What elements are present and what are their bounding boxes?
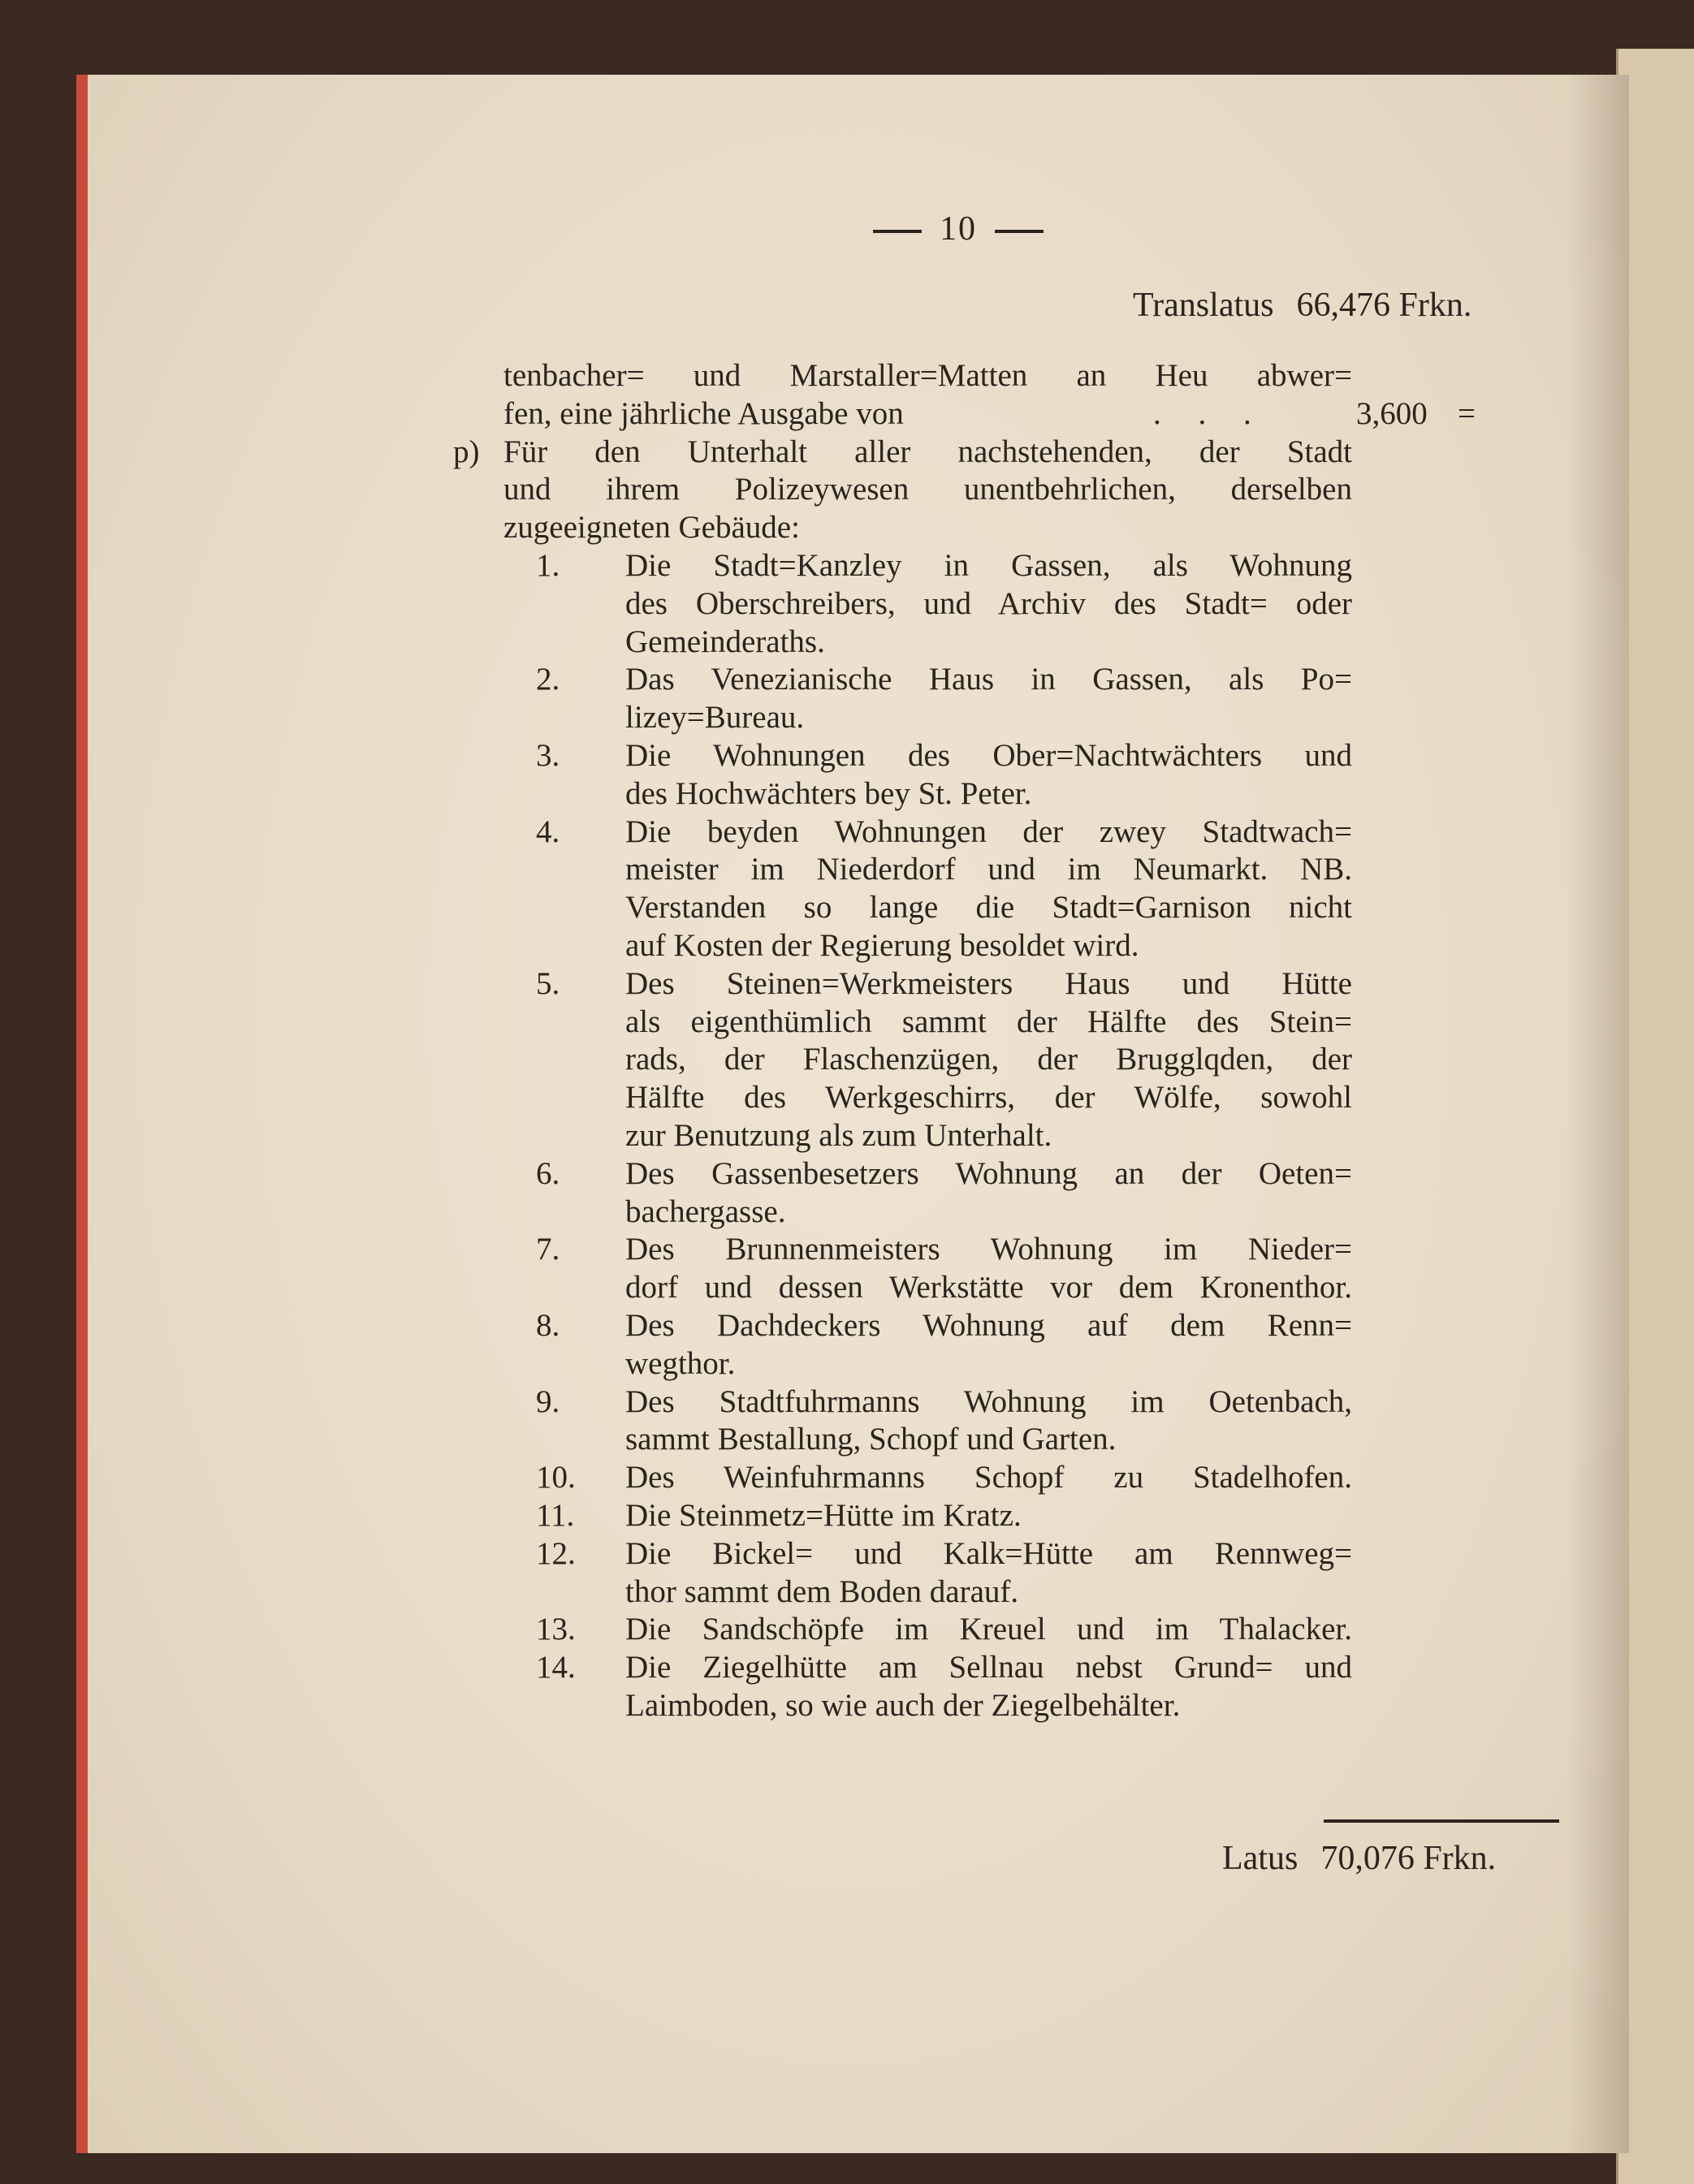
item-number: 4. bbox=[536, 814, 560, 849]
list-item-line bbox=[503, 1231, 1352, 1269]
line-text: Die Stadt=Kanzley in Gassen, als Wohnung bbox=[625, 547, 1352, 583]
translatus-amount: 66,476 Frkn. bbox=[1296, 287, 1472, 324]
list-item-line bbox=[503, 1535, 1352, 1573]
item-number: 14. bbox=[536, 1650, 576, 1685]
line-text: Die Bickel= und Kalk=Hütte am Rennweg= bbox=[625, 1535, 1352, 1571]
line-text: des Oberschreibers, und Archiv des Stadt= oder bbox=[625, 585, 1352, 621]
item-number: 10. bbox=[536, 1460, 576, 1496]
list-item-line bbox=[503, 1649, 1352, 1687]
line-text: thor sammt dem Boden darauf. bbox=[625, 1573, 1019, 1609]
line-text: als eigenthümlich sammt der Hälfte des Stein= bbox=[625, 1004, 1352, 1039]
line-text: Laimboden, so wie auch der Ziegelbehälter. bbox=[625, 1687, 1181, 1723]
text-line bbox=[503, 699, 1352, 737]
line-text: Des Weinfuhrmanns Schopf zu Stadelhofen. bbox=[625, 1460, 1352, 1496]
page-gutter-shadow bbox=[1567, 75, 1629, 2153]
text-line bbox=[503, 395, 1476, 434]
line-text: des Hochwächters bey St. Peter. bbox=[625, 775, 1032, 811]
body-text bbox=[453, 357, 1476, 1725]
line-text: Des Brunnenmeisters Wohnung im Nieder= bbox=[625, 1232, 1352, 1267]
line-text: und ihrem Polizeywesen unentbehrlichen, derselben bbox=[503, 472, 1352, 507]
list-item-line bbox=[503, 965, 1352, 1004]
line-text: zur Benutzung als zum Unterhalt. bbox=[625, 1117, 1052, 1153]
line-text: meister im Niederdorf und im Neumarkt. NB. bbox=[625, 852, 1352, 887]
item-number: 3. bbox=[536, 737, 560, 773]
line-text: tenbacher= und Marstaller=Matten an Heu abwer= bbox=[503, 358, 1352, 393]
line-text: Die Steinmetz=Hütte im Kratz. bbox=[625, 1497, 1022, 1533]
text-line bbox=[503, 1345, 1352, 1383]
item-number: 9. bbox=[536, 1383, 560, 1419]
list-item-line bbox=[503, 661, 1352, 699]
red-page-edge bbox=[76, 75, 88, 2153]
line-text: Für den Unterhalt aller nachstehenden, der Stadt bbox=[503, 434, 1352, 469]
list-item-line bbox=[503, 547, 1352, 585]
line-text: rads, der Flaschenzügen, der Brugglqden, der bbox=[625, 1042, 1352, 1077]
carried-forward bbox=[1133, 286, 1471, 325]
line-text: dorf und dessen Werkstätte vor dem Kronenthor. bbox=[625, 1270, 1352, 1306]
text-line bbox=[503, 775, 1352, 814]
text-line bbox=[503, 509, 1352, 547]
text-line bbox=[503, 1079, 1352, 1117]
text-line bbox=[503, 471, 1352, 509]
section-label: p) bbox=[453, 434, 480, 469]
line-text: Das Venezianische Haus in Gassen, als Po= bbox=[625, 662, 1352, 697]
item-number: 2. bbox=[536, 662, 560, 697]
page-subtotal bbox=[1222, 1839, 1496, 1878]
translatus-label: Translatus bbox=[1133, 287, 1274, 324]
line-text: Des Gassenbesetzers Wohnung an der Oeten= bbox=[625, 1155, 1352, 1191]
item-number: 8. bbox=[536, 1307, 560, 1343]
line-text: fen, eine jährliche Ausgabe von bbox=[503, 395, 904, 431]
list-item-line bbox=[503, 1383, 1352, 1422]
item-number: 7. bbox=[536, 1232, 560, 1267]
item-number: 12. bbox=[536, 1535, 576, 1571]
ditto-mark: = bbox=[1458, 395, 1476, 431]
item-number: 13. bbox=[536, 1612, 576, 1647]
text-line bbox=[503, 1004, 1352, 1042]
list-item-line bbox=[503, 814, 1352, 852]
line-text: Die Sandschöpfe im Kreuel und im Thalacker. bbox=[625, 1612, 1352, 1647]
text-line bbox=[503, 1573, 1352, 1612]
item-number: 1. bbox=[536, 547, 560, 583]
line-text: Die beyden Wohnungen der zwey Stadtwach= bbox=[625, 814, 1352, 849]
text-line bbox=[503, 1041, 1352, 1079]
list-item-line bbox=[503, 1497, 1352, 1535]
latus-amount: 70,076 Frkn. bbox=[1320, 1840, 1497, 1877]
item-number: 11. bbox=[536, 1497, 575, 1533]
text-line bbox=[503, 357, 1352, 395]
list-item-line bbox=[503, 1459, 1352, 1497]
list-item-line bbox=[503, 1155, 1352, 1193]
line-text: zugeeigneten Gebäude: bbox=[503, 510, 800, 546]
list-item-line bbox=[503, 1307, 1352, 1345]
text-line bbox=[503, 1269, 1352, 1307]
line-text: Hälfte des Werkgeschirrs, der Wölfe, sowohl bbox=[625, 1080, 1352, 1116]
line-text: Die Ziegelhütte am Sellnau nebst Grund= und bbox=[625, 1650, 1352, 1685]
line-text: bachergasse. bbox=[625, 1193, 786, 1229]
line-text: wegthor. bbox=[625, 1345, 736, 1381]
text-line bbox=[503, 1193, 1352, 1232]
line-text: Des Steinen=Werkmeisters Haus und Hütte bbox=[625, 965, 1352, 1001]
list-item-line bbox=[503, 737, 1352, 775]
text-line bbox=[503, 889, 1352, 927]
dot-leaders: . . . bbox=[1153, 395, 1266, 431]
page-number: 10 bbox=[836, 209, 1080, 248]
sum-rule bbox=[1324, 1819, 1559, 1823]
line-text: Des Stadtfuhrmanns Wohnung im Oetenbach, bbox=[625, 1383, 1352, 1419]
text-line bbox=[503, 1117, 1352, 1155]
item-number: 6. bbox=[536, 1155, 560, 1191]
list-item-line bbox=[503, 1611, 1352, 1649]
item-number: 5. bbox=[536, 965, 560, 1001]
line-text: Die Wohnungen des Ober=Nachtwächters und bbox=[625, 737, 1352, 773]
text-line bbox=[503, 1687, 1352, 1725]
text-line bbox=[503, 585, 1352, 624]
line-text: Des Dachdeckers Wohnung auf dem Renn= bbox=[625, 1307, 1352, 1343]
text-line bbox=[503, 851, 1352, 889]
latus-label: Latus bbox=[1222, 1840, 1299, 1877]
text-line bbox=[503, 1421, 1352, 1459]
text-line bbox=[503, 624, 1352, 662]
text-line bbox=[453, 434, 1352, 472]
amount-value: 3,600 bbox=[1356, 395, 1428, 431]
line-text: Verstanden so lange die Stadt=Garnison nicht bbox=[625, 890, 1352, 926]
line-text: Gemeinderaths. bbox=[625, 624, 825, 659]
text-line bbox=[503, 927, 1352, 965]
line-text: sammt Bestallung, Schopf und Garten. bbox=[625, 1422, 1117, 1457]
line-text: lizey=Bureau. bbox=[625, 700, 805, 736]
line-text: auf Kosten der Regierung besoldet wird. bbox=[625, 927, 1139, 963]
